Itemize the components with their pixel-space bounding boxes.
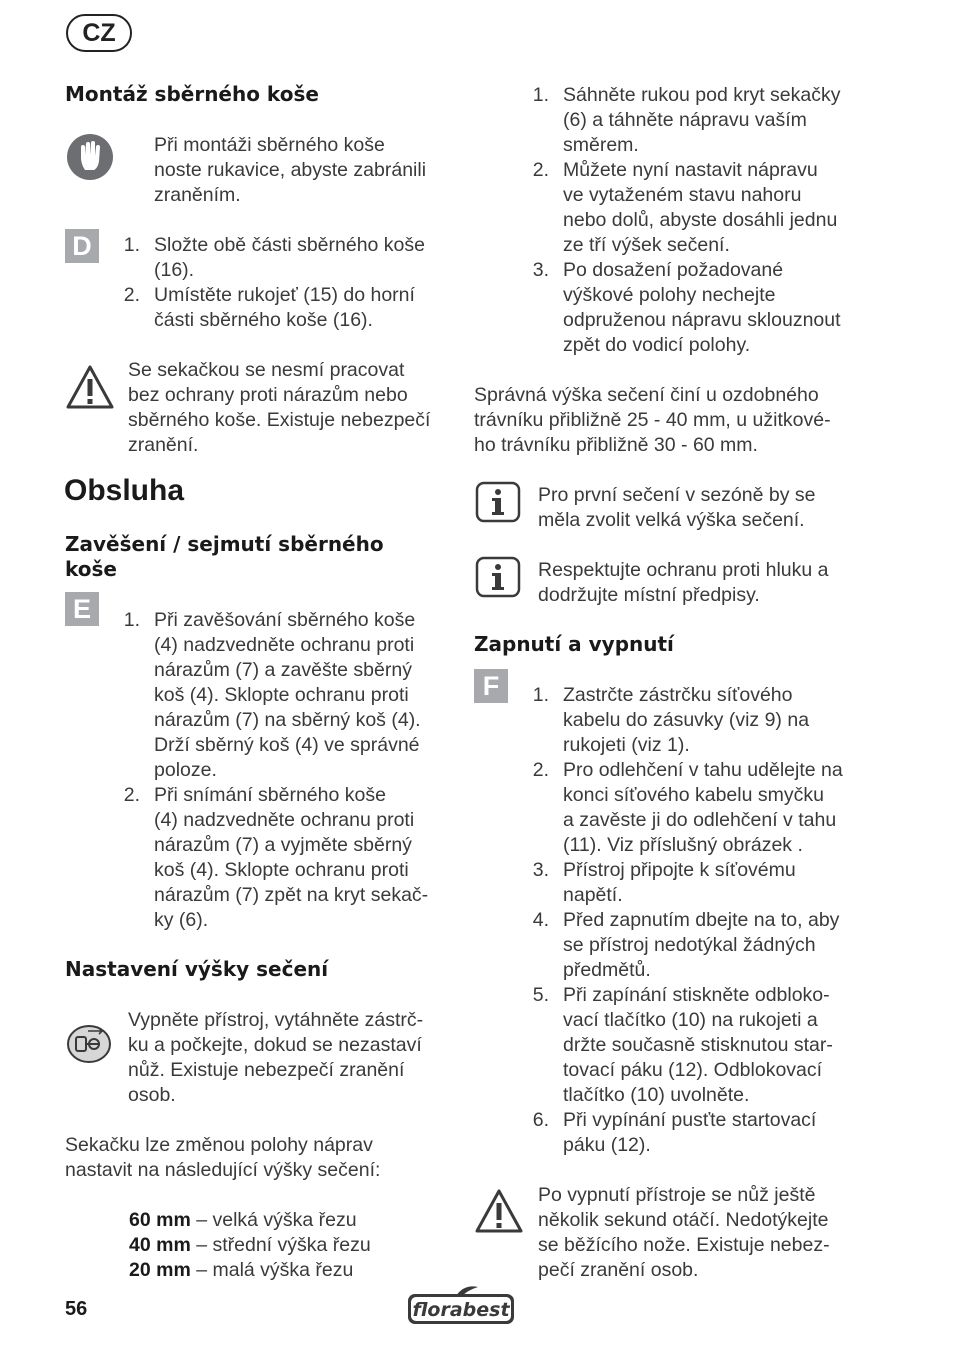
step-letter-e: E	[65, 592, 99, 626]
list-item: 1. Složte obě části sběrného koše (16).	[123, 234, 426, 281]
list-item: 6. Při vypínání pusťte startovací páku (12).	[532, 1109, 817, 1156]
list-d	[118, 233, 448, 333]
list-item: 2. Umístěte rukojeť (15) do horní části sběrného koše (16).	[123, 284, 415, 331]
list-item: 1. Zastrčte zástrčku síťového kabelu do zásuvky (viz 9) na rukojeti (viz 1).	[532, 684, 810, 756]
list-e	[118, 608, 448, 933]
list-item: 40 mm – střední výška řezu	[129, 1234, 371, 1256]
warning-text: Se sekačkou se nesmí pracovat bez ochrany proti nárazům nebo sběrného koše. Existuje nebezpečí zranění.	[128, 359, 431, 456]
list-f	[527, 683, 872, 1158]
list-item: 60 mm – velká výška řezu	[129, 1209, 357, 1231]
step-letter-d: D	[65, 229, 99, 263]
list-item: 1. Při zavěšování sběrného koše (4) nadzvedněte ochranu proti nárazům (7) a zavěšte sběrný koš (4). Sklopte ochranu proti nárazům (7) na sběrný koš (4). Drží sběrný koš (4) ve správné poloze.	[123, 609, 421, 781]
info-note-2: Respektujte ochranu proti hluku a dodržujte místní předpisy.	[538, 559, 829, 606]
info-note-1: Pro první sečení v sezóně by se měla zvolit velká výška sečení.	[538, 484, 816, 531]
florabest-logo	[406, 1284, 516, 1326]
list-item: 2. Pro odlehčení v tahu udělejte na konci síťového kabelu smyčku a zavěste ji do odlehčení v tahu (11). Viz příslušný obrázek .	[532, 759, 843, 856]
heading-zapnuti: Zapnutí a vypnutí	[474, 632, 674, 656]
list-item: 3. Přístroj připojte k síťovému napětí.	[532, 859, 796, 906]
step-letter-f: F	[474, 669, 508, 703]
list-item: 2. Při snímání sběrného koše (4) nadzvedněte ochranu proti nárazům (7) a vyjměte sběrný koš (4). Sklopte ochranu proti nárazům (7) zpět na kryt sekač- ky (6).	[123, 784, 429, 931]
list-item: 5. Při zapínání stiskněte odbloko- vací tlačítko (10) na rukojeti a držte současně stisknutou star- tovací páku (12). Odblokovací tlačítko (10) uvolněte.	[532, 984, 833, 1106]
list-item: 20 mm – malá výška řezu	[129, 1259, 354, 1281]
heading-obsluha: Obsluha	[64, 474, 185, 507]
list-axle	[527, 83, 872, 358]
info-icon	[475, 556, 521, 598]
heading-zaveseni: Zavěšení / sejmutí sběrného koše	[65, 532, 384, 581]
heights-list	[129, 1208, 371, 1283]
gloves-note: Při montáži sběrného koše noste rukavice, abyste zabránili zraněním.	[154, 134, 427, 206]
info-icon	[475, 481, 521, 523]
page-number: 56	[65, 1298, 88, 1320]
gloves-icon	[66, 133, 114, 181]
heights-paragraph: Sekačku lze změnou polohy náprav nastavit na následující výšky sečení:	[65, 1134, 381, 1181]
unplug-icon	[66, 1023, 112, 1065]
warning-text-2: Po vypnutí přístroje se nůž ještě několik sekund otáčí. Nedotýkejte se běžícího nože. Existuje nebez- pečí zranění osob.	[538, 1184, 830, 1281]
heading-nastaveni: Nastavení výšky sečení	[65, 957, 329, 981]
unplug-note: Vypněte přístroj, vytáhněte zástrč- ku a počkejte, dokud se nezastaví nůž. Existuje nebezpečí zranění osob.	[128, 1009, 424, 1106]
warning-icon	[65, 364, 115, 410]
list-item: 3. Po dosažení požadované výškové polohy nechejte odpruženou nápravu sklouznout zpět do vodicí polohy.	[532, 259, 841, 356]
svg-text:florabest: florabest	[412, 1299, 510, 1321]
warning-icon	[474, 1188, 524, 1234]
list-item: 2. Můžete nyní nastavit nápravu ve vytaženém stavu nahoru nebo dolů, abyste dosáhli jednu ze tří výšek sečení.	[532, 159, 838, 256]
language-badge: CZ	[66, 14, 132, 52]
heading-montaz: Montáž sběrného koše	[65, 82, 319, 106]
list-item: 4. Před zapnutím dbejte na to, aby se přístroj nedotýkal žádných předmětů.	[532, 909, 840, 981]
correct-height-paragraph: Správná výška sečení činí u ozdobného trávníku přibližně 25 - 40 mm, u užitkové- ho trávníku přibližně 30 - 60 mm.	[474, 384, 831, 456]
list-item: 1. Sáhněte rukou pod kryt sekačky (6) a táhněte nápravu vaším směrem.	[532, 84, 841, 156]
